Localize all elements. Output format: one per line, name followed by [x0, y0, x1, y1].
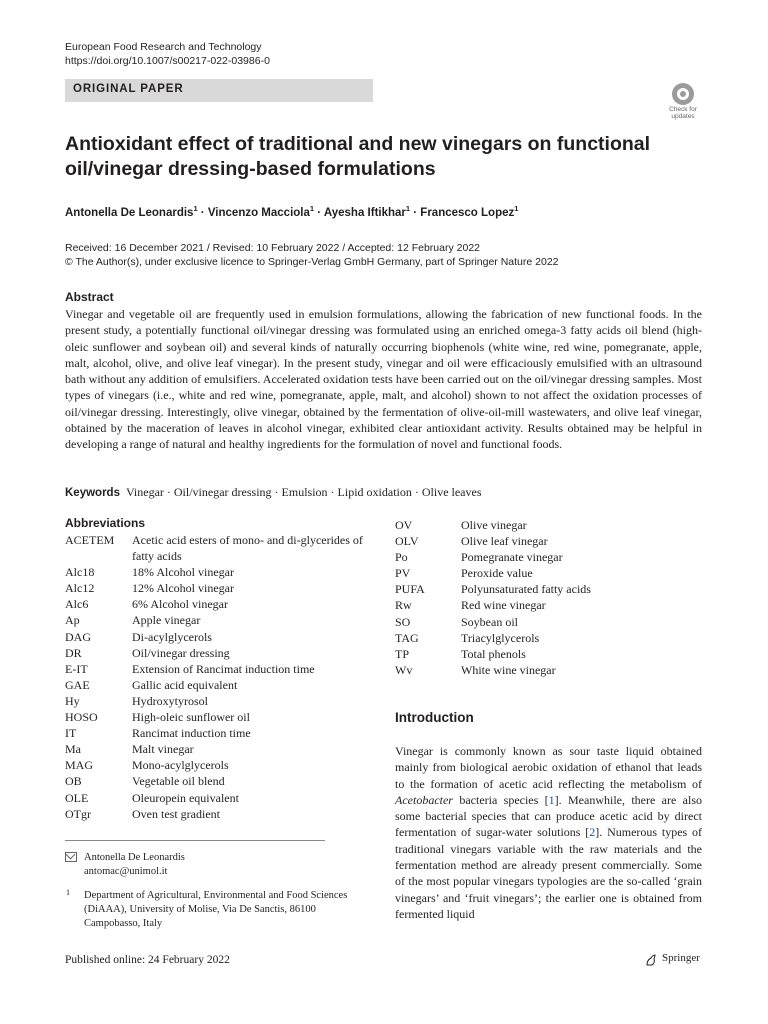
abbreviation-term: OTgr	[65, 806, 91, 821]
author-affiliation-mark: 1	[514, 204, 519, 213]
abbreviation-term: Rw	[395, 598, 412, 613]
abbreviation-row	[395, 630, 591, 646]
abbreviation-row	[65, 757, 372, 773]
abbreviation-term: HOSO	[65, 710, 98, 725]
abbreviation-row	[65, 629, 372, 645]
abbreviation-row	[395, 662, 591, 678]
abbreviation-row	[65, 645, 372, 661]
author-separator: ·	[410, 206, 421, 219]
abbreviation-term: OV	[395, 518, 413, 532]
abbreviations-heading: Abbreviations	[65, 516, 146, 530]
abbreviation-row	[395, 549, 591, 565]
abbreviation-row	[395, 597, 591, 613]
abbreviation-term: Hy	[65, 693, 80, 708]
keywords-list: Vinegar · Oil/vinegar dressing · Emulsion · Lipid oxidation · Olive leaves	[125, 485, 482, 499]
keywords-label: Keywords	[65, 487, 120, 499]
abbreviation-row	[395, 581, 591, 597]
envelope-icon	[65, 852, 77, 862]
abbreviation-term: Wv	[395, 662, 413, 677]
abbreviation-row	[65, 806, 372, 822]
abbreviation-definition: Acetic acid esters of mono- and di-glycerides of fatty acids	[132, 533, 363, 564]
abbreviation-definition: Oil/vinegar dressing	[132, 645, 230, 660]
abbreviation-row	[65, 677, 372, 693]
introduction-text	[395, 743, 702, 922]
abbreviation-definition: Oleuropein equivalent	[132, 790, 239, 805]
abbreviation-row	[65, 661, 372, 677]
abbreviation-term: OLE	[65, 790, 89, 805]
journal-header	[65, 40, 270, 68]
intro-italic-genus: Acetobacter	[395, 792, 453, 807]
abstract-text: Vinegar and vegetable oil are frequently used in emulsion formulations, allowing the fabrication of new functional foods. In the present study, a potentially functional oil/vinegar dressing was formulated using an enriched omega-3 fatty acids oil blend (high-oleic sunflower and soybean oil) and several kinds of naturally occurring biophenols (white wine, red wine, pomegranate, apple, malt, alcohol, olive, and olive leaf vinegar). In the present study, vinegar and oil were efficaciously emulsified with an ultrasound bath without any addition of emulsifiers. Accelerated oxidation tests have been carried out on the oil/vinegar dressing samples. Most types of vinegars (i.e., white and red wine, pomegranate, apple, malt, and alcohol) shown to not affect the oxidation processes of oil/vinegar dressing. Interestingly, olive vinegar, obtained by the fermentation of olive-oil-mill wastewaters, and olive leaf vinegar, obtained by the maceration of leaves in alcohol vinegar, exhibited clear antioxidant activity. Results obtained may be helpful in developing a range of natural and healthy ingredients for the formulation of novel and functional foods.	[65, 307, 702, 452]
abbreviation-definition: 6% Alcohol vinegar	[132, 597, 228, 612]
abbreviation-definition: Mono-acylglycerols	[132, 758, 229, 773]
abbreviation-row	[395, 614, 591, 630]
abbreviation-definition: Triacylglycerols	[461, 630, 540, 645]
article-history	[65, 241, 559, 269]
abbreviation-term: TAG	[395, 630, 419, 645]
abbreviation-row	[65, 709, 372, 725]
copyright-notice: © The Author(s), under exclusive licence to Springer-Verlag GmbH Germany, part of Springer Nature 2022	[65, 256, 559, 268]
abbreviation-definition: Extension of Rancimat induction time	[132, 661, 315, 676]
abbreviation-row	[65, 596, 372, 612]
introduction-heading: Introduction	[395, 710, 474, 725]
affiliation-number: 1	[66, 888, 70, 897]
abbreviation-row	[395, 565, 591, 581]
abbreviation-term: Alc12	[65, 581, 95, 596]
author-name[interactable]: Ayesha Iftikhar	[323, 206, 406, 219]
doi-link[interactable]: https://doi.org/10.1007/s00217-022-03986-0	[65, 55, 270, 67]
author-name[interactable]: Francesco Lopez	[420, 206, 515, 219]
abbreviation-definition: Vegetable oil blend	[132, 774, 225, 789]
abbreviation-row	[65, 790, 372, 806]
abbreviation-definition: Total phenols	[461, 646, 526, 661]
abbreviation-term: Po	[395, 550, 408, 565]
author-name[interactable]: Vincenzo Macciola	[207, 206, 310, 219]
abbreviation-definition: Di-acylglycerols	[132, 629, 212, 644]
abbreviation-term: OB	[65, 774, 82, 789]
affiliation-text: Department of Agricultural, Environmental and Food Sciences (DiAAA), University of Molise, Via De Sanctis, 86100 Campobasso, Italy	[84, 890, 348, 929]
abbreviation-term: DAG	[65, 629, 91, 644]
abbreviation-row	[395, 517, 591, 533]
abbreviation-term: Alc6	[65, 597, 89, 612]
journal-name: European Food Research and Technology	[65, 41, 262, 53]
abbreviation-definition: Peroxide value	[461, 566, 533, 581]
publisher-name: Springer	[662, 952, 700, 964]
abbreviation-definition: 18% Alcohol vinegar	[132, 565, 234, 580]
citation-link-2[interactable]: 2	[589, 825, 596, 840]
check-updates-icon-dot	[680, 91, 686, 97]
abbreviation-term: ACETEM	[65, 533, 115, 547]
keywords-section	[65, 485, 482, 500]
article-type-banner	[65, 79, 373, 102]
author-name[interactable]: Antonella De Leonardis	[65, 206, 194, 219]
abbreviation-row	[65, 741, 372, 757]
author-separator: ·	[197, 206, 208, 219]
abbreviations-table-left	[65, 532, 372, 822]
abbreviation-row	[65, 773, 372, 789]
abbreviation-term: MAG	[65, 758, 94, 773]
abbreviation-definition: Red wine vinegar	[461, 598, 546, 613]
corresponding-name: Antonella De Leonardis	[84, 852, 185, 863]
abbreviation-term: E-IT	[65, 661, 88, 676]
author-affiliation-mark: 1	[193, 204, 198, 213]
author-separator: ·	[314, 206, 324, 219]
abbreviation-definition: Oven test gradient	[132, 806, 220, 821]
abbreviation-definition: Malt vinegar	[132, 742, 194, 757]
abbreviation-term: IT	[65, 726, 77, 741]
author-affiliation-mark: 1	[405, 204, 411, 213]
abbreviation-term: Ma	[65, 742, 81, 757]
abbreviation-definition: 12% Alcohol vinegar	[132, 581, 234, 596]
abbreviation-definition: High-oleic sunflower oil	[132, 710, 250, 725]
abbreviation-term: Alc18	[65, 565, 95, 580]
article-dates: Received: 16 December 2021 / Revised: 10 February 2022 / Accepted: 12 February 2022	[65, 242, 480, 254]
abbreviation-definition: Soybean oil	[461, 614, 518, 629]
abbreviation-term: GAE	[65, 677, 90, 692]
abbreviation-term: PUFA	[395, 582, 425, 597]
abbreviation-definition: White wine vinegar	[461, 662, 556, 677]
abbreviation-term: OLV	[395, 534, 419, 549]
abbreviations-table-right	[395, 517, 591, 678]
abbreviation-definition: Rancimat induction time	[132, 726, 251, 741]
published-date: Published online: 24 February 2022	[65, 954, 230, 966]
abbreviation-term: PV	[395, 566, 411, 581]
check-for-updates-badge[interactable]	[664, 83, 702, 123]
intro-text-part: ]. Numerous types of traditional vinegars variable with the raw materials and the fermentation method are already present commercially. Some of the most popular vinegars typologies are the so-called ‘grain vinegars’ and ‘fruit vinegars’; the earlier one is obtained from fermented liquid	[395, 825, 702, 921]
check-updates-line2: updates	[671, 113, 695, 120]
abbreviation-definition: Olive vinegar	[461, 518, 527, 532]
abbreviation-row	[395, 646, 591, 662]
abbreviation-row	[65, 532, 372, 564]
abbreviation-row	[65, 580, 372, 596]
article-title: Antioxidant effect of traditional and new vinegars on functional oil/vinegar dressing-based formulations	[65, 133, 651, 180]
abstract-heading: Abstract	[65, 290, 114, 304]
abbreviation-definition: Apple vinegar	[132, 613, 201, 628]
citation-link-1[interactable]: 1	[548, 792, 555, 807]
abbreviation-definition: Polyunsaturated fatty acids	[461, 582, 591, 597]
abbreviation-definition: Hydroxytyrosol	[132, 693, 208, 708]
intro-text-part: bacteria species [	[452, 792, 549, 807]
article-type-label: ORIGINAL PAPER	[73, 83, 184, 95]
abbreviation-definition: Olive leaf vinegar	[461, 534, 548, 549]
intro-text-part: Vinegar is commonly known as sour taste liquid obtained mainly from biological aerobic oxidation of ethanol that leads to the formation of acetic acid reflecting the metabolism of	[395, 744, 702, 791]
abbreviation-term: Ap	[65, 613, 80, 628]
corresponding-author	[84, 851, 185, 879]
abbreviation-term: SO	[395, 614, 411, 629]
intro-text-part: ]. Meanwhile, there are also some bacterial species that can produce acetic acid by direct fermentation of sugar-water solutions [	[395, 792, 702, 840]
abbreviation-term: DR	[65, 645, 82, 660]
abbreviation-row	[65, 564, 372, 580]
abbreviation-definition: Pomegranate vinegar	[461, 550, 563, 565]
abbreviation-row	[65, 693, 372, 709]
abbreviation-definition: Gallic acid equivalent	[132, 677, 238, 692]
abbreviation-term: TP	[395, 646, 410, 661]
footnote-divider	[65, 840, 325, 841]
corresponding-email[interactable]: antomac@unimol.it	[84, 866, 168, 877]
abbreviation-row	[395, 533, 591, 549]
author-affiliation-mark: 1	[309, 204, 315, 213]
springer-horse-icon	[644, 953, 658, 967]
check-updates-line1: Check for	[669, 106, 697, 113]
abbreviation-row	[65, 612, 372, 628]
abbreviation-row	[65, 725, 372, 741]
check-updates-text	[664, 106, 702, 120]
author-list	[65, 204, 518, 219]
